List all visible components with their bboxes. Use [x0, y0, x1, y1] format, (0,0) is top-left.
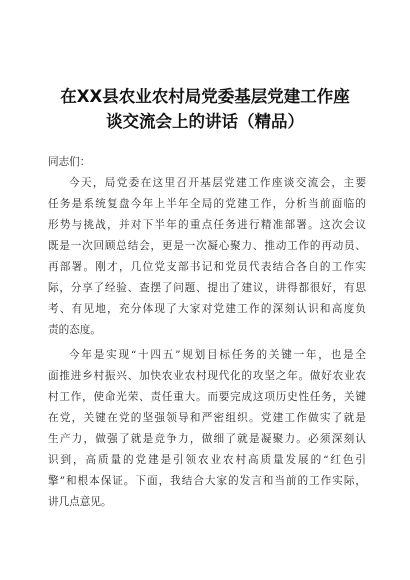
paragraph-line: 既是一次回顾总结会，更是一次凝心聚力、推动工作的再动员、 — [48, 240, 366, 252]
paragraph-line: 生产力，做强了就是竞争力，做细了就是凝聚力。必须深刻认 — [48, 433, 366, 445]
paragraph-line: 识到，高质量的党建是引领农业农村高质量发展的“红色引 — [48, 454, 366, 466]
paragraph-line: 讲几点意见。 — [48, 496, 112, 508]
paragraph-line: 责的态度。 — [48, 324, 101, 336]
document-title — [50, 84, 360, 134]
paragraph-line: 面推进乡村振兴、加快农业农村现代化的攻坚之年。做好农业农 — [48, 370, 366, 382]
paragraph-line: 再部署。刚才，几位党支部书记和党员代表结合各自的工作实 — [48, 261, 366, 273]
paragraph-line: 考、有见地，充分体现了大家对党建工作的深刻认识和高度负 — [48, 303, 366, 315]
document-body — [48, 152, 366, 513]
paragraph-line: 村工作，使命光荣、责任重大。而要完成这项历史性任务，关键 — [48, 391, 366, 403]
paragraph-line: 任务是系统复盘今年上半年全局的党建工作，分析当前面临的 — [48, 198, 366, 210]
paragraph-line: 在党，关键在党的坚强领导和严密组织。党建工作做实了就是 — [48, 412, 366, 424]
paragraph-line: 今天，局党委在这里召开基层党建工作座谈交流会，主要 — [69, 177, 366, 189]
paragraph-line: 今年是实现“十四五”规划目标任务的关键一年，也是全 — [69, 349, 366, 361]
paragraph-line: 形势与挑战，并对下半年的重点任务进行精准部署。这次会议 — [48, 219, 366, 231]
paragraph-line: 际，分享了经验、查摆了问题、提出了建议，讲得都很好，有思 — [48, 282, 366, 294]
paragraph-2 — [48, 345, 366, 513]
title-line-2: 谈交流会上的讲话（精品） — [106, 112, 304, 131]
salutation: 同志们： — [48, 156, 91, 168]
paragraph-1 — [48, 173, 366, 341]
title-line-1: 在XX县农业农村局党委基层党建工作座 — [60, 87, 350, 106]
paragraph-line: 擎”和根本保证。下面，我结合大家的发言和当前的工作实际， — [48, 475, 366, 487]
